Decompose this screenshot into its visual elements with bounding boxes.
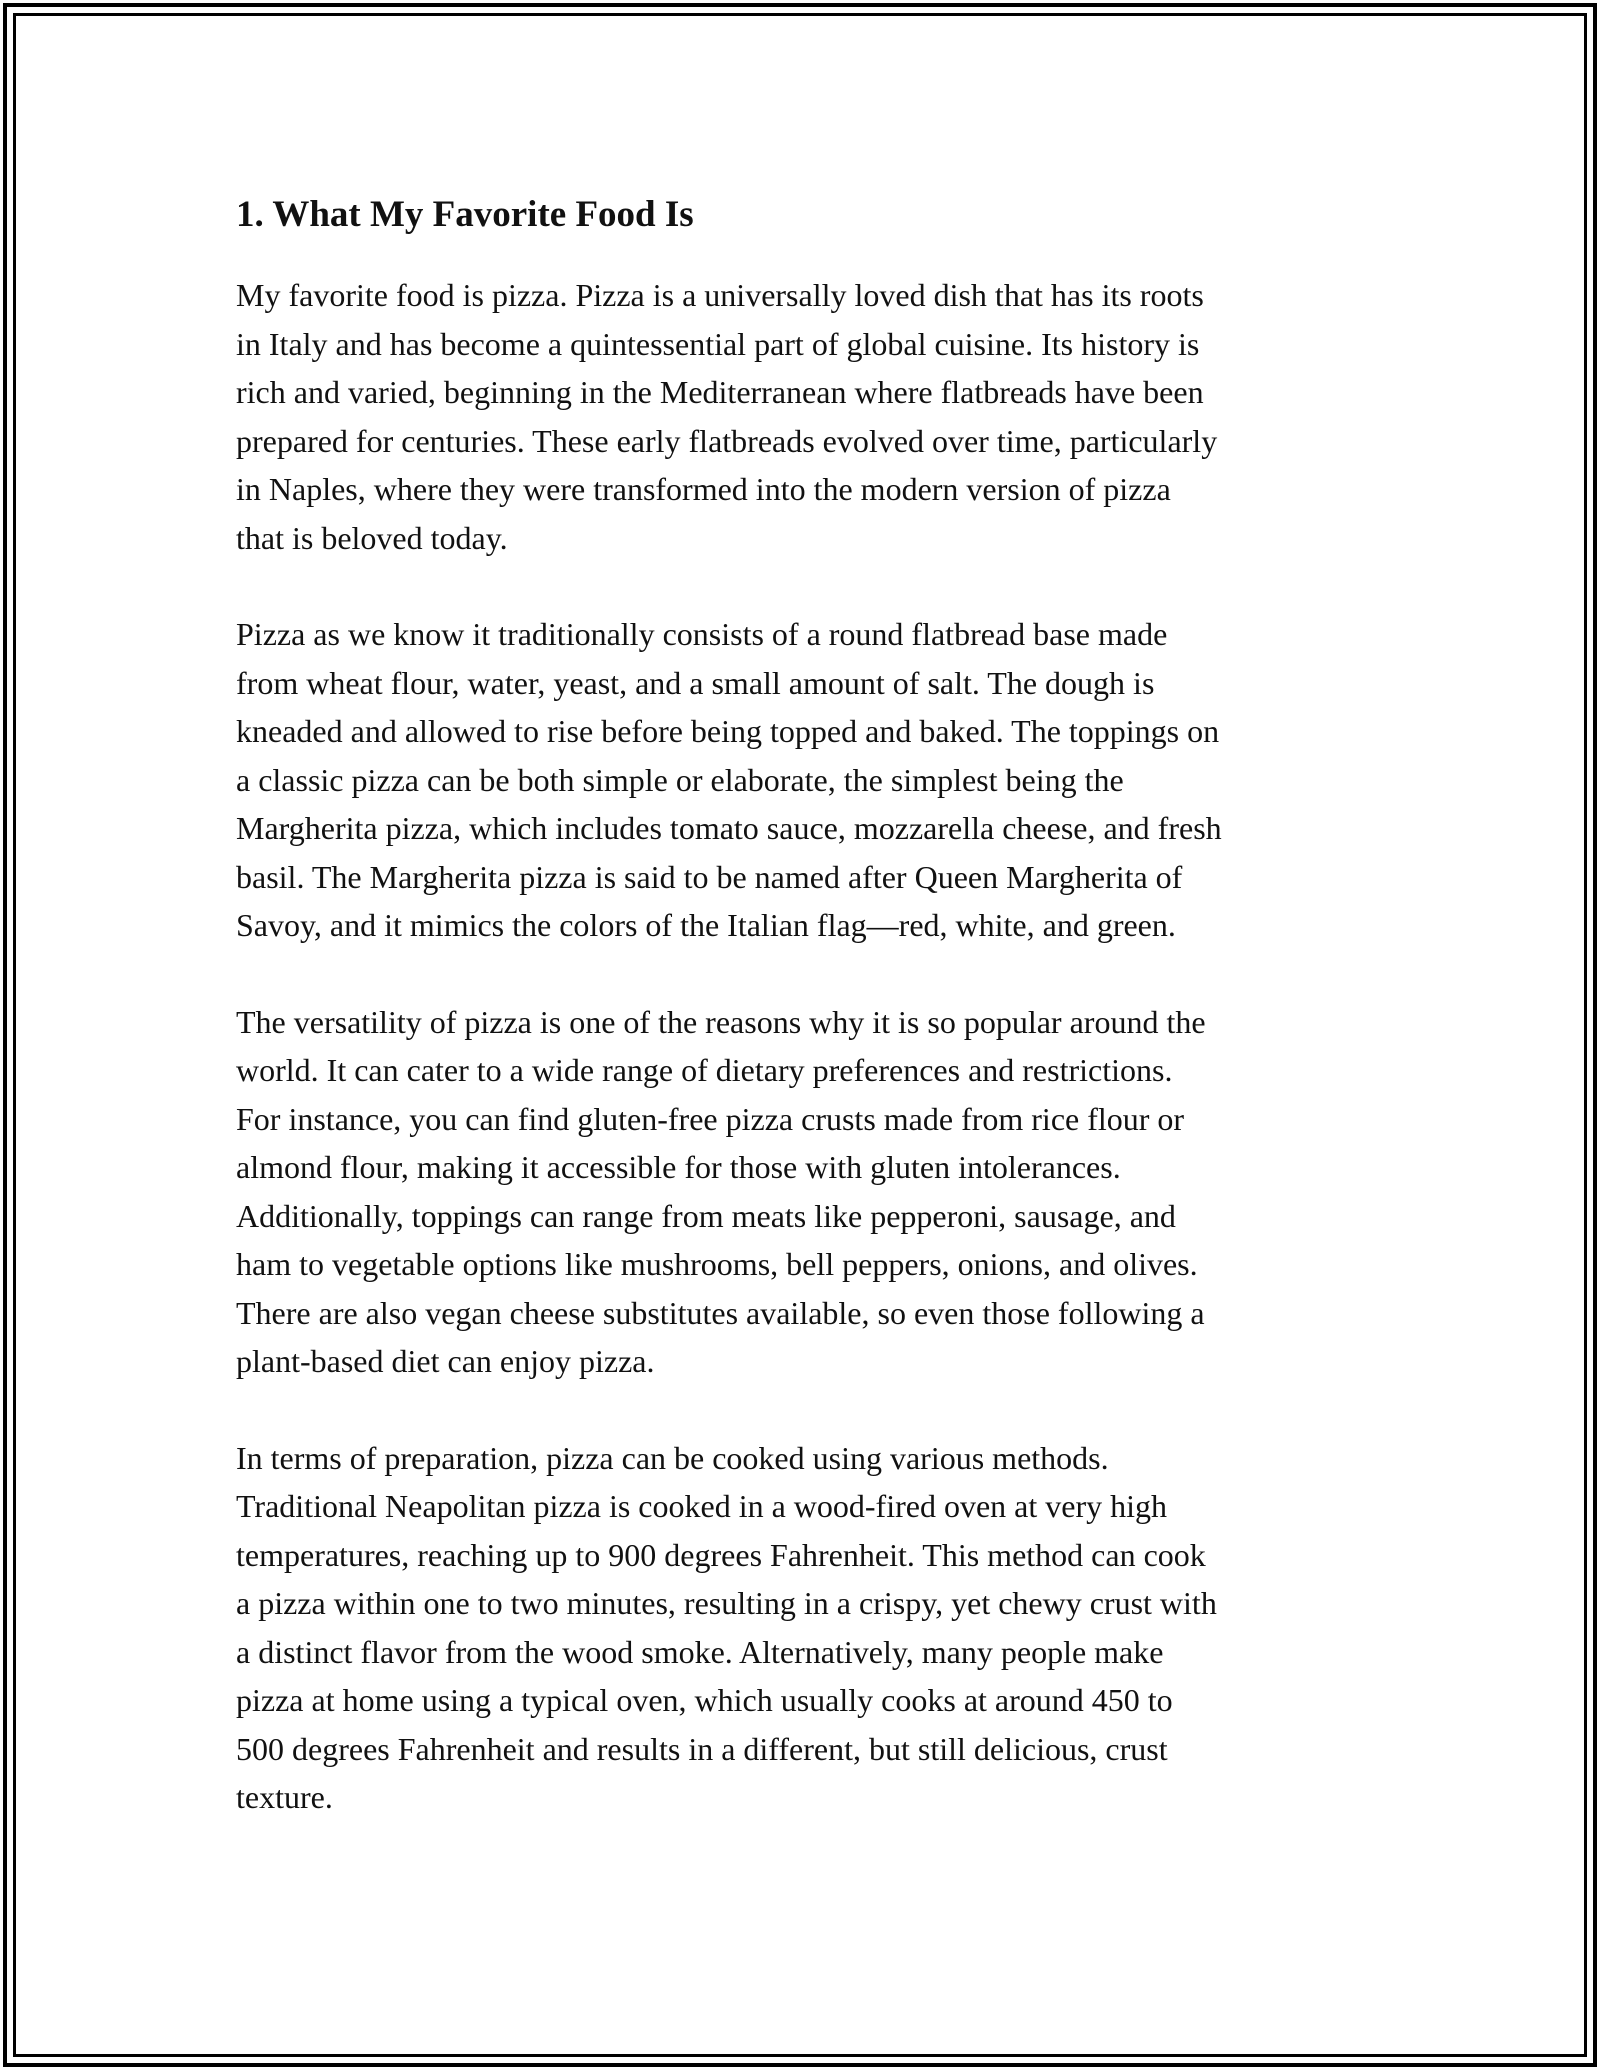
- paragraph-versatility: The versatility of pizza is one of the reasons why it is so popular around the world. It can cater to a wide range of dietary preferences and restrictions. For instance, you can find gluten-free pizza crusts made from rice flour or almond flour, making it accessible for those with gluten intolerances. Additionally, toppings can range from meats like pepperoni, sausage, and ham to vegetable options like mushrooms, bell peppers, onions, and olives. There are also vegan cheese substitutes available, so even those following a plant-based diet can enjoy pizza.: [236, 1003, 1206, 1379]
- document-body: [236, 187, 1376, 1870]
- paragraph-preparation: In terms of preparation, pizza can be cooked using various methods. Traditional Neapolitan pizza is cooked in a wood-fired oven at very high temperatures, reaching up to 900 degrees Fahrenheit. This method can cook a pizza within one to two minutes, resulting in a crispy, yet chewy crust with a distinct flavor from the wood smoke. Alternatively, many people make pizza at home using a typical oven, which usually cooks at around 450 to 500 degrees Fahrenheit and results in a different, but still delicious, crust texture.: [236, 1439, 1217, 1815]
- paragraph-ingredients: Pizza as we know it traditionally consists of a round flatbread base made from wheat flour, water, yeast, and a small amount of salt. The dough is kneaded and allowed to rise before being topped and baked. The toppings on a classic pizza can be both simple or elaborate, the simplest being the Margherita pizza, which includes tomato sauce, mozzarella cheese, and fresh basil. The Margherita pizza is said to be named after Queen Margherita of Savoy, and it mimics the colors of the Italian flag—red, white, and green.: [236, 616, 1222, 943]
- paragraph-intro: My favorite food is pizza. Pizza is a universally loved dish that has its roots in Italy and has become a quintessential part of global cuisine. Its history is rich and varied, beginning in the Mediterranean where flatbreads have been prepared for centuries. These early flatbreads evolved over time, particularly in Naples, where they were transformed into the modern version of pizza that is beloved today.: [236, 277, 1218, 556]
- section-heading: 1. What My Favorite Food Is: [236, 194, 694, 235]
